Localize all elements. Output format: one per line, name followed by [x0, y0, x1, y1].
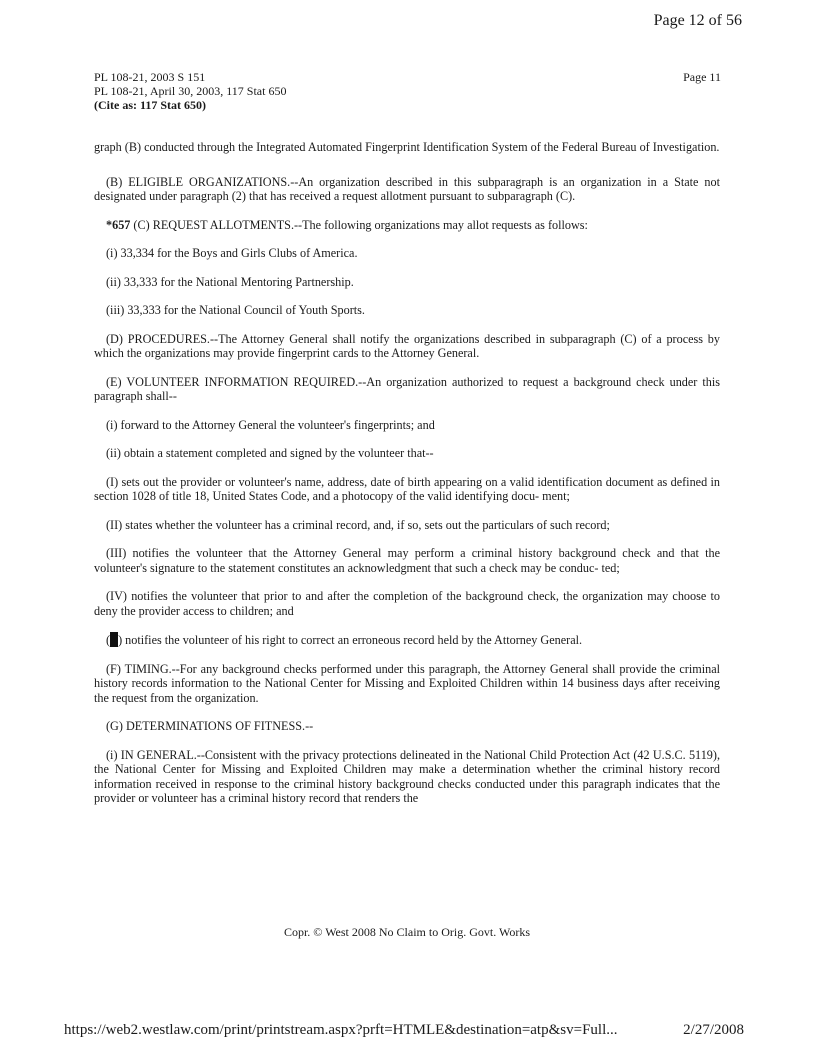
paragraph-text: (E) VOLUNTEER INFORMATION REQUIRED.--An organization authorized to request a background check under this paragraph shall--	[94, 374, 720, 403]
paragraph	[94, 632, 720, 648]
paragraph	[94, 140, 720, 155]
redaction-mark	[110, 632, 118, 647]
paragraph-text: (D) PROCEDURES.--The Attorney General shall notify the organizations described in subparagraph (C) of a process by which the organizations may provide fingerprint cards to the Attorney General.	[94, 331, 720, 360]
paragraph-text: ) notifies the volunteer of his right to correct an erroneous record held by the Attorney General.	[118, 633, 583, 647]
citation-block	[94, 70, 286, 112]
paragraph	[94, 418, 720, 433]
paragraph	[94, 475, 720, 504]
paragraph-text: (III) notifies the volunteer that the Attorney General may perform a criminal history background check and that the volunteer's signature to the statement constitutes an acknowledgment that such a check may be conduc- ted;	[94, 546, 720, 575]
paragraph-text: (iii) 33,333 for the National Council of Youth Sports.	[106, 303, 365, 317]
paragraph-text: (B) ELIGIBLE ORGANIZATIONS.--An organization described in this subparagraph is an organization in a State not designated under paragraph (2) that has received a request allotment pursuant to subparagraph (C).	[94, 174, 720, 203]
paren-open: (	[106, 633, 111, 647]
citation-line: PL 108-21, 2003 S 151	[94, 70, 206, 84]
paragraph-text: (i) forward to the Attorney General the volunteer's fingerprints; and	[106, 417, 435, 432]
paragraph	[94, 446, 720, 461]
paragraph-text: (ii) 33,333 for the National Mentoring Partnership.	[106, 274, 354, 289]
print-url[interactable]: https://web2.westlaw.com/print/printstream.aspx?prft=HTMLE&destination=atp&sv=Full...	[64, 1022, 618, 1038]
paragraph	[94, 246, 720, 261]
paragraph-text: (F) TIMING.--For any background checks performed under this paragraph, the Attorney General shall provide the criminal history records information to the National Center for Missing and Exploited Children within 14 business days after receiving the request from the organization.	[94, 661, 720, 705]
paragraph-text: (ii) obtain a statement completed and signed by the volunteer that--	[106, 446, 434, 460]
copyright-footer: Copr. © West 2008 No Claim to Orig. Govt. Works	[283, 925, 531, 939]
paragraph	[94, 375, 720, 404]
citation-line: PL 108-21, April 30, 2003, 117 Stat 650	[94, 84, 287, 98]
paragraph	[94, 332, 720, 361]
print-date: 2/27/2008	[683, 1022, 744, 1038]
paragraph	[94, 275, 720, 290]
paragraph-text: (G) DETERMINATIONS OF FITNESS.--	[106, 719, 314, 733]
paragraph-text: (i) 33,334 for the Boys and Girls Clubs of America.	[106, 246, 358, 260]
paragraph	[94, 303, 720, 318]
paragraph-text: (I) sets out the provider or volunteer's name, address, date of birth appearing on a valid identification document as defined in section 1028 of title 18, United States Code, and a photocopy of the valid identifying docu- ment;	[94, 474, 720, 503]
paragraph-text: graph (B) conducted through the Integrated Automated Fingerprint Identification System of the Federal Bureau of Investigation.	[94, 140, 720, 154]
paragraph	[94, 546, 720, 575]
paragraph	[94, 175, 720, 204]
paragraph	[94, 518, 720, 533]
paragraph-text: (IV) notifies the volunteer that prior to and after the completion of the background check, the organization may choose to deny the provider access to children; and	[94, 589, 720, 618]
paragraph	[94, 662, 720, 706]
paragraph-text: (II) states whether the volunteer has a criminal record, and, if so, sets out the particulars of such record;	[106, 517, 610, 532]
citation-cite-as: (Cite as: 117 Stat 650)	[94, 98, 206, 112]
paragraph-text: (C) REQUEST ALLOTMENTS.--The following organizations may allot requests as follows:	[130, 217, 588, 232]
page-counter: Page 12 of 56	[653, 12, 742, 29]
paragraph	[94, 748, 720, 806]
document-body	[94, 140, 720, 820]
paragraph	[94, 719, 720, 734]
paragraph-text: (i) IN GENERAL.--Consistent with the privacy protections delineated in the National Child Protection Act (42 U.S.C. 5119), the National Center for Missing and Exploited Children may make a determination whether the criminal history record information received in response to the criminal history background checks conducted under this paragraph indicates that the provider or volunteer has a criminal history record that renders the	[94, 747, 720, 805]
paragraph	[94, 589, 720, 618]
paragraph	[94, 218, 720, 233]
inner-page-number: Page 11	[683, 70, 721, 84]
star-page-marker: *657	[106, 217, 131, 232]
